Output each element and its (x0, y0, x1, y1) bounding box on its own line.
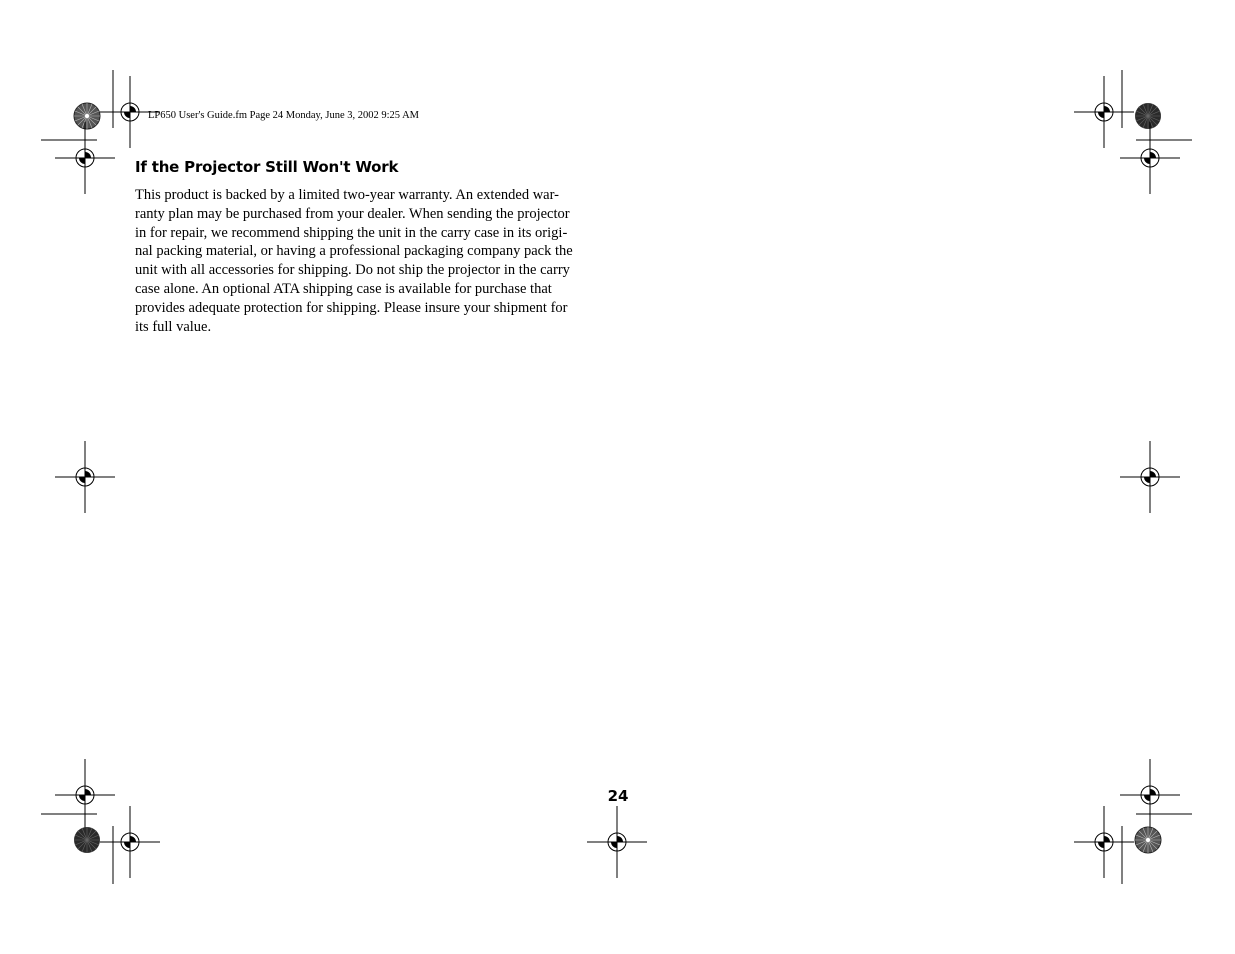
color-star-mark-bottom-right (1135, 827, 1161, 853)
registration-mark-right-lower (1120, 759, 1180, 831)
registration-mark-left-middle (55, 441, 115, 513)
paragraph-line: provides adequate protection for shipping. Please insure your shipment for (135, 299, 568, 316)
registration-mark-top-right (1074, 76, 1134, 148)
paragraph-line: nal packing material, or having a professional packaging company pack the (135, 243, 573, 260)
color-star-mark-top-left (74, 103, 100, 129)
registration-mark-left-lower (55, 759, 115, 831)
registration-mark-bottom-left (100, 806, 160, 878)
registration-mark-left-upper (55, 122, 115, 194)
registration-mark-right-middle (1120, 441, 1180, 513)
paragraph-line: unit with all accessories for shipping. Do not ship the projector in the carry (135, 262, 570, 279)
paragraph-line: This product is backed by a limited two-year warranty. An extended war- (135, 187, 559, 203)
file-slug-header: LP650 User's Guide.fm Page 24 Monday, June 3, 2002 9:25 AM (148, 110, 419, 121)
color-star-mark-top-right (1135, 103, 1161, 129)
color-star-mark-bottom-left (74, 827, 100, 853)
paragraph-line: ranty plan may be purchased from your dealer. When sending the projector (135, 205, 570, 222)
body-paragraph (135, 186, 603, 336)
paragraph-line: in for repair, we recommend shipping the unit in the carry case in its origi- (135, 224, 568, 241)
paragraph-line: case alone. An optional ATA shipping case is available for purchase that (135, 280, 552, 297)
registration-mark-bottom-center (587, 806, 647, 878)
registration-mark-bottom-right (1074, 806, 1134, 878)
registration-mark-right-upper (1120, 122, 1180, 194)
page-number: 24 (607, 787, 629, 805)
section-heading: If the Projector Still Won't Work (135, 158, 399, 176)
paragraph-line: its full value. (135, 318, 212, 335)
